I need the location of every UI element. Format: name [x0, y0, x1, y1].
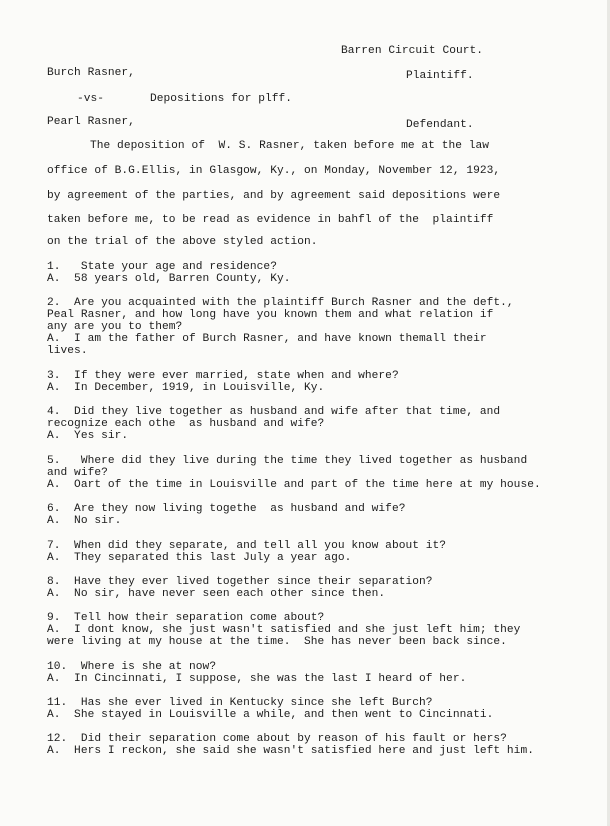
- question-text: 10. Where is she at now?: [47, 661, 217, 673]
- qa-item-10: [47, 661, 587, 685]
- intro-line: on the trial of the above styled action.: [47, 236, 318, 248]
- answer-text: A. She stayed in Louisville a while, and then went to Cincinnati.: [47, 709, 494, 721]
- qa-item-5: [47, 455, 587, 491]
- answer-text: A. No sir, have never seen each other since then.: [47, 588, 386, 600]
- question-text: 5. Where did they live during the time they lived together as husband: [47, 455, 528, 467]
- intro-line: office of B.G.Ellis, in Glasgow, Ky., on Monday, November 12, 1923,: [47, 165, 501, 177]
- qa-item-11: [47, 697, 587, 721]
- question-text: 9. Tell how their separation come about?: [47, 612, 325, 624]
- answer-text: A. Oart of the time in Louisville and part of the time here at my house.: [47, 479, 541, 491]
- qa-item-12: [47, 733, 587, 757]
- plaintiff-role: Plaintiff.: [406, 70, 474, 82]
- answer-text: A. Yes sir.: [47, 430, 129, 442]
- answer-text: A. I dont know, she just wasn't satisfied and she just left him; they: [47, 624, 521, 636]
- answer-text: A. They separated this last July a year ago.: [47, 552, 352, 564]
- qa-item-8: [47, 576, 587, 600]
- qa-item-4: [47, 406, 587, 442]
- answer-text: A. No sir.: [47, 515, 122, 527]
- intro-line: taken before me, to be read as evidence in bahfl of the plaintiff: [47, 214, 494, 226]
- qa-item-6: [47, 503, 587, 527]
- qa-item-2: [47, 297, 587, 357]
- intro-line: by agreement of the parties, and by agreement said depositions were: [47, 190, 501, 202]
- question-text: 3. If they were ever married, state when and where?: [47, 370, 399, 382]
- defendant-name: Pearl Rasner,: [47, 116, 135, 128]
- document-type: Depositions for plff.: [150, 93, 293, 105]
- answer-text: were living at my house at the time. She has never been back since.: [47, 636, 507, 648]
- court-name: Barren Circuit Court.: [341, 45, 484, 57]
- question-text: 11. Has she ever lived in Kentucky since she left Burch?: [47, 697, 433, 709]
- intro-line: The deposition of W. S. Rasner, taken before me at the law: [90, 140, 490, 152]
- question-text: Peal Rasner, and how long have you known them and what relation if: [47, 309, 494, 321]
- question-text: recognize each othe as husband and wife?: [47, 418, 325, 430]
- question-text: 8. Have they ever lived together since their separation?: [47, 576, 433, 588]
- answer-text: A. I am the father of Burch Rasner, and have known themall their: [47, 333, 487, 345]
- plaintiff-name: Burch Rasner,: [47, 67, 135, 79]
- question-text: 6. Are they now living togethe as husband and wife?: [47, 503, 406, 515]
- question-text: any are you to them?: [47, 321, 183, 333]
- question-text: 12. Did their separation come about by reason of his fault or hers?: [47, 733, 507, 745]
- qa-item-3: [47, 370, 587, 394]
- question-text: 1. State your age and residence?: [47, 261, 277, 273]
- defendant-role: Defendant.: [406, 119, 474, 131]
- answer-text: A. In December, 1919, in Louisville, Ky.: [47, 382, 325, 394]
- answer-text: A. Hers I reckon, she said she wasn't satisfied here and just left him.: [47, 745, 534, 757]
- answer-text: A. In Cincinnati, I suppose, she was the last I heard of her.: [47, 673, 467, 685]
- versus-label: -vs-: [77, 93, 105, 105]
- answer-text: A. 58 years old, Barren County, Ky.: [47, 273, 291, 285]
- answer-text: lives.: [47, 345, 88, 357]
- qa-item-7: [47, 540, 587, 564]
- qa-item-9: [47, 612, 587, 648]
- question-text: 7. When did they separate, and tell all you know about it?: [47, 540, 447, 552]
- qa-item-1: [47, 261, 587, 285]
- question-text: and wife?: [47, 467, 108, 479]
- question-text: 2. Are you acquainted with the plaintiff Burch Rasner and the deft.,: [47, 297, 514, 309]
- question-text: 4. Did they live together as husband and wife after that time, and: [47, 406, 501, 418]
